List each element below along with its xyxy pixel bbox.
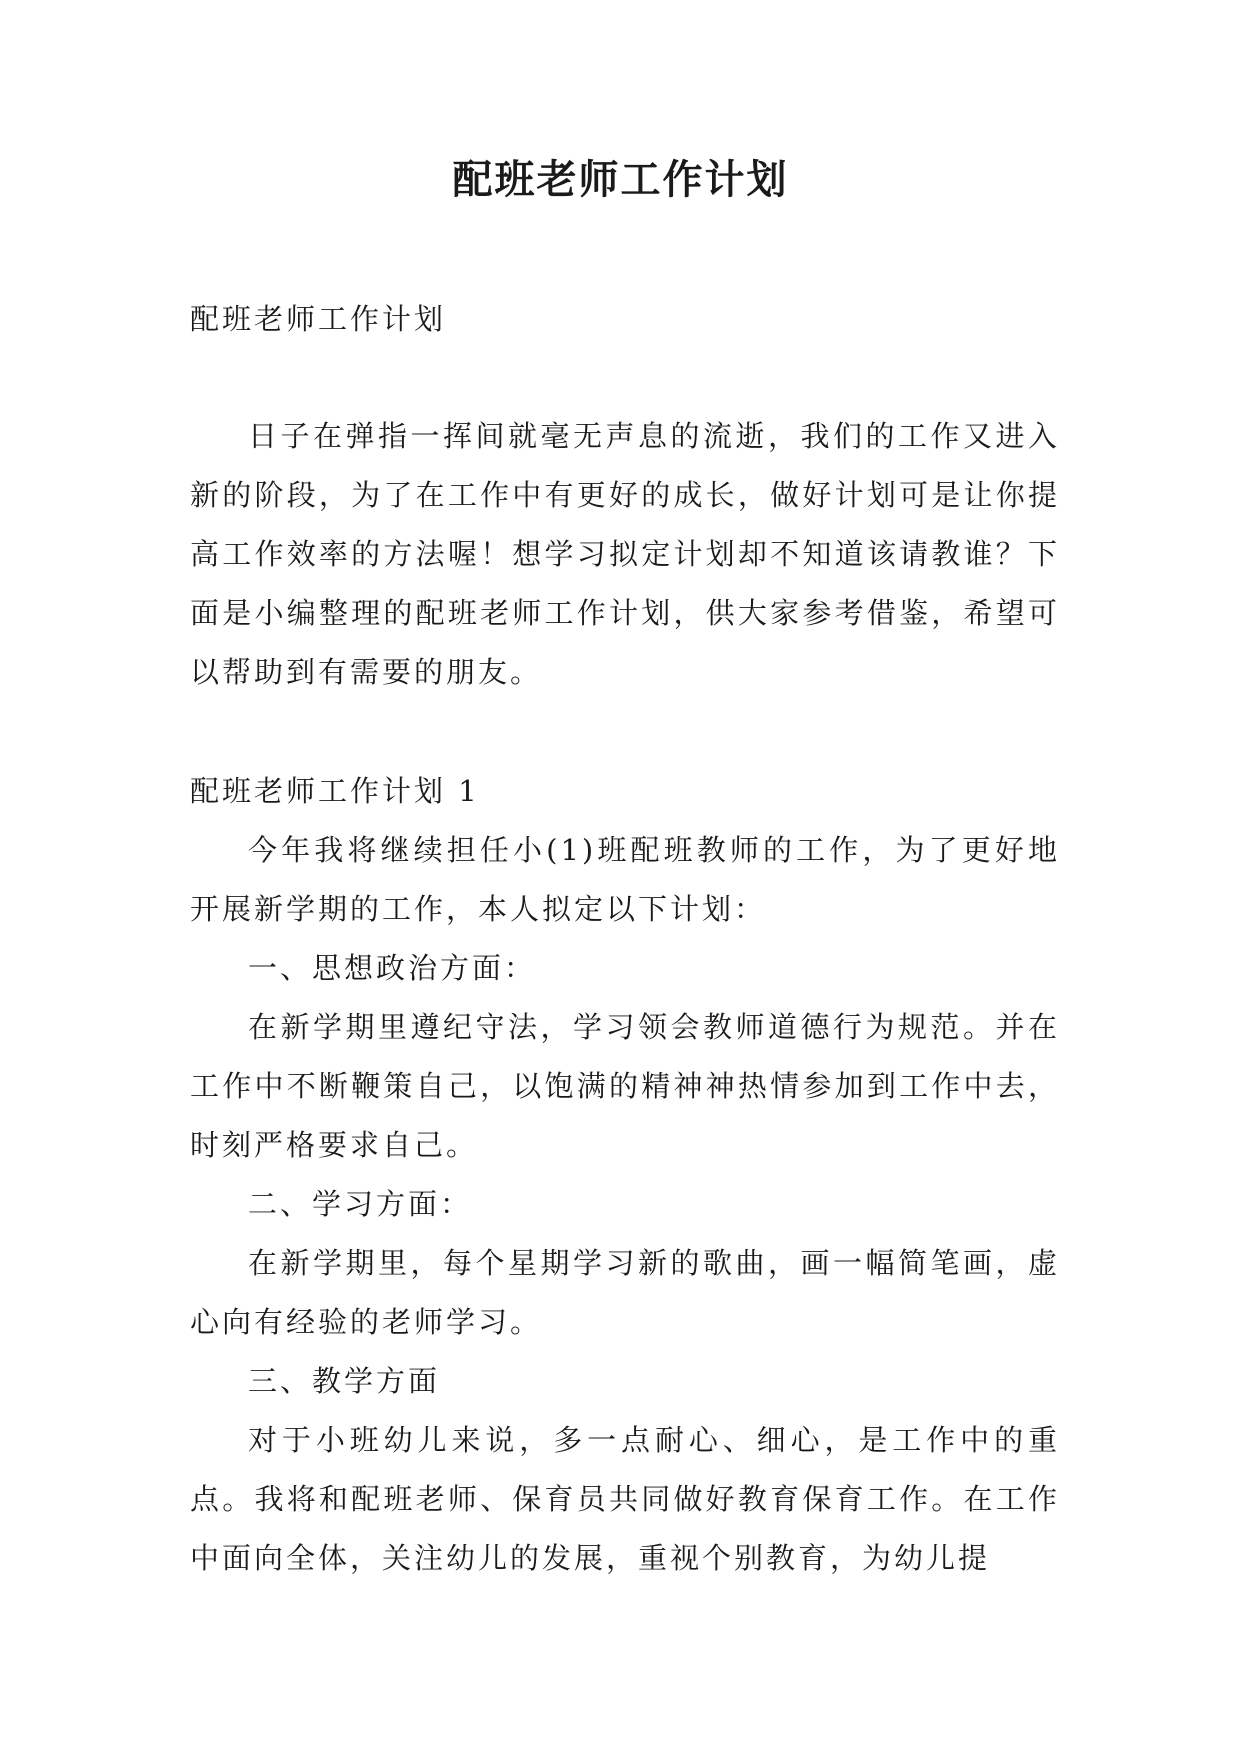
paragraph-1: 今年我将继续担任小(1)班配班教师的工作，为了更好地开展新学期的工作，本人拟定以下计划： [190, 833, 1060, 926]
document-title: 配班老师工作计划 [452, 156, 789, 203]
paragraph-2: 在新学期里遵纪守法，学习领会教师道德行为规范。并在工作中不断鞭策自己，以饱满的精神神热情参加到工作中去，时刻严格要求自己。 [190, 1010, 1060, 1162]
heading-teaching: 三、教学方面 [248, 1364, 441, 1398]
heading-politics: 一、思想政治方面： [248, 951, 537, 985]
subtitle: 配班老师工作计划 [190, 302, 447, 336]
paragraph-3: 在新学期里，每个星期学习新的歌曲，画一幅简笔画，虚心向有经验的老师学习。 [190, 1246, 1060, 1339]
document-body [190, 290, 1060, 1588]
section-title: 配班老师工作计划 1 [190, 774, 480, 808]
intro-paragraph: 日子在弹指一挥间就毫无声息的流逝，我们的工作又进入新的阶段，为了在工作中有更好的成长，做好计划可是让你提高工作效率的方法喔！想学习拟定计划却不知道该请教谁？下面是小编整理的配班老师工作计划，供大家参考借鉴，希望可以帮助到有需要的朋友。 [190, 419, 1060, 689]
heading-study: 二、学习方面： [248, 1187, 473, 1221]
paragraph-4: 对于小班幼儿来说，多一点耐心、细心，是工作中的重点。我将和配班老师、保育员共同做好教育保育工作。在工作中面向全体，关注幼儿的发展，重视个别教育，为幼儿提 [190, 1423, 1060, 1575]
